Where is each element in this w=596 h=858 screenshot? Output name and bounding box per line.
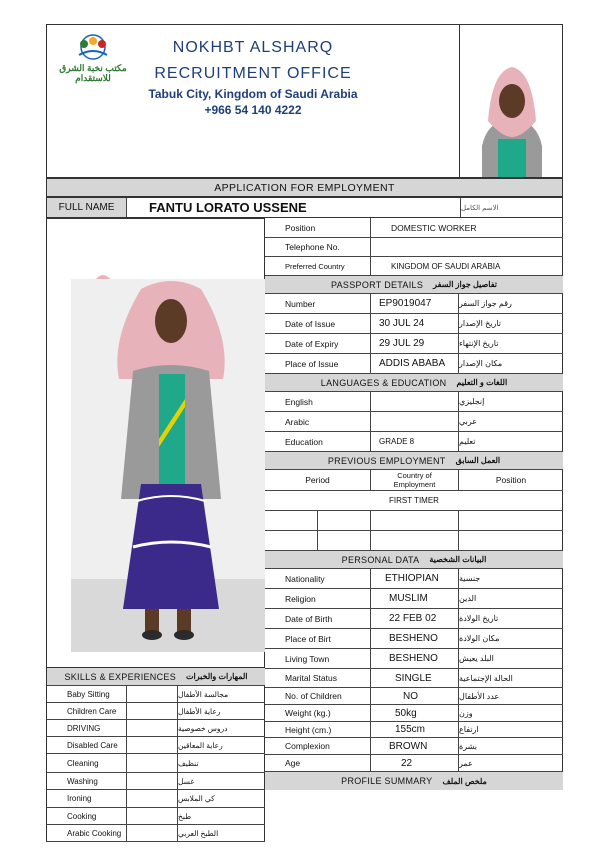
personal-row-label: Nationality — [265, 569, 371, 588]
personal-row-value: 155cm — [371, 722, 459, 737]
languages-section-header — [265, 374, 563, 392]
personal-row-arabic: جنسية — [459, 574, 481, 583]
skill-label: Cooking — [47, 808, 127, 824]
skill-row — [47, 790, 265, 808]
skill-label: Ironing — [47, 790, 127, 807]
personal-row-arabic: الحالة الإجتماعية — [459, 673, 513, 683]
language-row-arabic: تعليم — [459, 437, 476, 446]
employment-row — [265, 531, 563, 551]
personal-row — [265, 569, 563, 589]
previous-employment-section-header — [265, 452, 563, 470]
country-header-label: Country of Employment — [393, 471, 436, 489]
portrait-photo-small — [462, 51, 562, 177]
passport-row-arabic: تاريخ الإصدار — [459, 319, 502, 328]
profile-summary-section-header — [265, 772, 563, 790]
passport-row-value: ADDIS ABABA — [371, 354, 459, 373]
full-name-label: FULL NAME — [47, 198, 127, 217]
personal-row-arabic: تاريخ الولادة — [459, 614, 499, 623]
personal-row-value: BESHENO — [371, 629, 459, 648]
passport-row-arabic: تاريخ الإنتهاء — [459, 339, 499, 348]
passport-title-arabic: تفاصيل جواز السفر — [433, 280, 497, 289]
personal-data-rows — [265, 569, 563, 772]
skill-label: Baby Sitting — [47, 686, 127, 702]
languages-title: LANGUAGES & EDUCATION — [320, 377, 447, 388]
language-row-value — [371, 412, 459, 431]
skill-row — [47, 808, 265, 825]
personal-row — [265, 609, 563, 629]
skills-title-arabic: المهارات والخبرات — [186, 672, 248, 681]
skill-value — [127, 703, 178, 719]
personal-row — [265, 688, 563, 705]
telephone-value — [371, 238, 563, 256]
personal-row-value: 50kg — [371, 705, 459, 721]
passport-row-label: Date of Expiry — [265, 334, 371, 353]
form-title: APPLICATION FOR EMPLOYMENT — [214, 181, 395, 194]
passport-section-header — [265, 276, 563, 294]
languages-title-arabic: اللغات و التعليم — [456, 378, 508, 387]
preferred-country-label: Preferred Country — [265, 257, 371, 275]
full-name-value: FANTU LORATO USSENE — [127, 198, 461, 217]
personal-row-value: ETHIOPIAN — [371, 569, 459, 588]
job-row — [265, 257, 563, 276]
header-photo-box — [459, 24, 563, 178]
personal-row — [265, 705, 563, 722]
skills-table — [46, 668, 265, 842]
skill-row — [47, 773, 265, 790]
personal-row-label: No. of Children — [265, 688, 371, 704]
skill-row — [47, 720, 265, 737]
skill-value — [127, 737, 178, 753]
period-header: Period — [265, 470, 371, 490]
personal-data-title: PERSONAL DATA — [341, 554, 420, 565]
skill-arabic: كي الملابس — [178, 794, 215, 803]
personal-row-value: SINGLE — [371, 669, 459, 687]
right-column — [265, 218, 563, 790]
empty-cell — [371, 531, 459, 550]
personal-row-label: Height (cm.) — [265, 722, 371, 737]
personal-row-value: MUSLIM — [371, 589, 459, 608]
office-phone: +966 54 140 4222 — [204, 103, 302, 117]
profile-summary-title-arabic: ملخص الملف — [442, 776, 487, 786]
personal-row-value: BROWN — [371, 738, 459, 754]
personal-row-value: 22 FEB 02 — [371, 609, 459, 628]
skill-arabic: مجالسة الأطفال — [178, 689, 229, 699]
logo-text: مكتب نخبة الشرق للاستقدام — [59, 63, 127, 83]
personal-row-value: 22 — [371, 755, 459, 771]
skill-row — [47, 703, 265, 720]
personal-row-arabic: ارتفاع — [459, 725, 479, 734]
skill-label: Washing — [47, 773, 127, 789]
personal-row — [265, 755, 563, 772]
personal-row-label: Living Town — [265, 649, 371, 668]
position-label: Position — [265, 218, 371, 237]
personal-data-section-header — [265, 551, 563, 569]
language-row — [265, 432, 563, 452]
skill-value — [127, 686, 178, 702]
passport-row-label: Date of Issue — [265, 314, 371, 333]
personal-row — [265, 649, 563, 669]
skill-row — [47, 825, 265, 842]
language-row-arabic: إنجليزي — [459, 397, 485, 406]
passport-row-label: Number — [265, 294, 371, 313]
empty-cell — [318, 531, 371, 550]
personal-row-label: Weight (kg.) — [265, 705, 371, 721]
passport-row-arabic: رقم جواز السفر — [459, 299, 512, 308]
skill-label: Cleaning — [47, 754, 127, 772]
full-name-row — [46, 197, 563, 218]
header-box — [46, 24, 460, 178]
empty-cell — [265, 511, 318, 530]
language-row-value — [371, 392, 459, 411]
office-name-line-2: RECRUITMENT OFFICE — [154, 65, 352, 82]
skill-row — [47, 686, 265, 703]
empty-cell — [318, 511, 371, 530]
skill-arabic: رعاية الأطفال — [178, 706, 221, 716]
passport-row-label: Place of Issue — [265, 354, 371, 373]
job-row — [265, 218, 563, 238]
skill-arabic: الطبخ العربي — [178, 828, 219, 838]
skills-section-header — [47, 668, 265, 686]
office-location: Tabuk City, Kingdom of Saudi Arabia — [148, 87, 358, 101]
full-body-photo — [71, 279, 265, 652]
passport-row — [265, 294, 563, 314]
passport-row — [265, 354, 563, 374]
office-name-line-1: NOKHBT ALSHARQ — [172, 39, 334, 56]
first-timer-text: FIRST TIMER — [389, 496, 439, 505]
empty-cell — [265, 531, 318, 550]
personal-row-arabic: عمر — [459, 758, 473, 768]
personal-row-label: Marital Status — [265, 669, 371, 687]
full-name-arabic-label: الاسم الكامل — [461, 204, 499, 212]
personal-row-arabic: البلد يعيش — [459, 654, 494, 663]
form-title-bar — [46, 178, 563, 197]
personal-data-title-arabic: البيانات الشخصية — [429, 555, 487, 564]
skill-label: Children Care — [47, 703, 127, 719]
personal-row-label: Date of Birth — [265, 609, 371, 628]
language-row — [265, 412, 563, 432]
skill-value — [127, 773, 178, 789]
passport-row-arabic: مكان الإصدار — [459, 359, 503, 368]
personal-row-label: Place of Birt — [265, 629, 371, 648]
telephone-label: Telephone No. — [265, 238, 371, 256]
personal-row — [265, 722, 563, 738]
skill-value — [127, 754, 178, 772]
position-value: DOMESTIC WORKER — [391, 222, 477, 233]
personal-row-label: Religion — [265, 589, 371, 608]
personal-row-arabic: بشرة — [459, 741, 477, 751]
skill-value — [127, 808, 178, 824]
passport-title: PASSPORT DETAILS — [330, 279, 424, 290]
preferred-country-value: KINGDOM OF SAUDI ARABIA — [391, 261, 501, 271]
job-row — [265, 238, 563, 257]
language-row-arabic: عربي — [459, 417, 478, 426]
personal-row-label: Age — [265, 755, 371, 771]
language-row — [265, 392, 563, 412]
skill-value — [127, 790, 178, 807]
skill-label: DRIVING — [47, 720, 127, 736]
skill-arabic: رعاية المعاقين — [178, 740, 223, 750]
profile-summary-title: PROFILE SUMMARY — [341, 776, 433, 786]
empty-cell — [371, 511, 459, 530]
skill-row — [47, 754, 265, 773]
skill-arabic: طبخ — [178, 811, 192, 821]
country-header — [371, 470, 459, 490]
personal-row-value: BESHENO — [371, 649, 459, 668]
employment-row — [265, 511, 563, 531]
office-logo — [53, 33, 133, 89]
personal-row-value: NO — [371, 688, 459, 704]
skill-row — [47, 737, 265, 754]
photo-area — [46, 218, 265, 668]
personal-row-arabic: الدين — [459, 594, 477, 603]
skill-arabic: دروس خصوصية — [178, 723, 228, 733]
empty-cell — [459, 511, 563, 530]
language-row-label: Education — [265, 432, 371, 451]
personal-row — [265, 669, 563, 688]
language-row-label: English — [265, 392, 371, 411]
personal-row — [265, 738, 563, 755]
skill-label: Disabled Care — [47, 737, 127, 753]
passport-row-value: EP9019047 — [371, 294, 459, 313]
previous-employment-title: PREVIOUS EMPLOYMENT — [327, 455, 446, 466]
passport-row-value: 30 JUL 24 — [371, 314, 459, 333]
personal-row-arabic: وزن — [459, 708, 473, 718]
personal-row-label: Complexion — [265, 738, 371, 754]
language-row-value: GRADE 8 — [371, 432, 459, 451]
employment-row — [265, 491, 563, 511]
skills-title: SKILLS & EXPERIENCES — [64, 671, 176, 682]
language-row-label: Arabic — [265, 412, 371, 431]
passport-row — [265, 334, 563, 354]
previous-employment-title-arabic: العمل السابق — [455, 456, 501, 465]
personal-row — [265, 589, 563, 609]
skill-value — [127, 825, 178, 841]
personal-row — [265, 629, 563, 649]
passport-row — [265, 314, 563, 334]
skill-arabic: غسل — [178, 776, 195, 786]
skill-label: Arabic Cooking — [47, 825, 127, 841]
position-header: Position — [495, 475, 527, 485]
passport-row-value: 29 JUL 29 — [371, 334, 459, 353]
empty-cell — [459, 531, 563, 550]
employment-header-row — [265, 470, 563, 491]
personal-row-arabic: مكان الولادة — [459, 634, 500, 643]
skill-arabic: تنظيف — [178, 758, 199, 768]
skill-value — [127, 720, 178, 736]
personal-row-arabic: عدد الأطفال — [459, 691, 500, 701]
